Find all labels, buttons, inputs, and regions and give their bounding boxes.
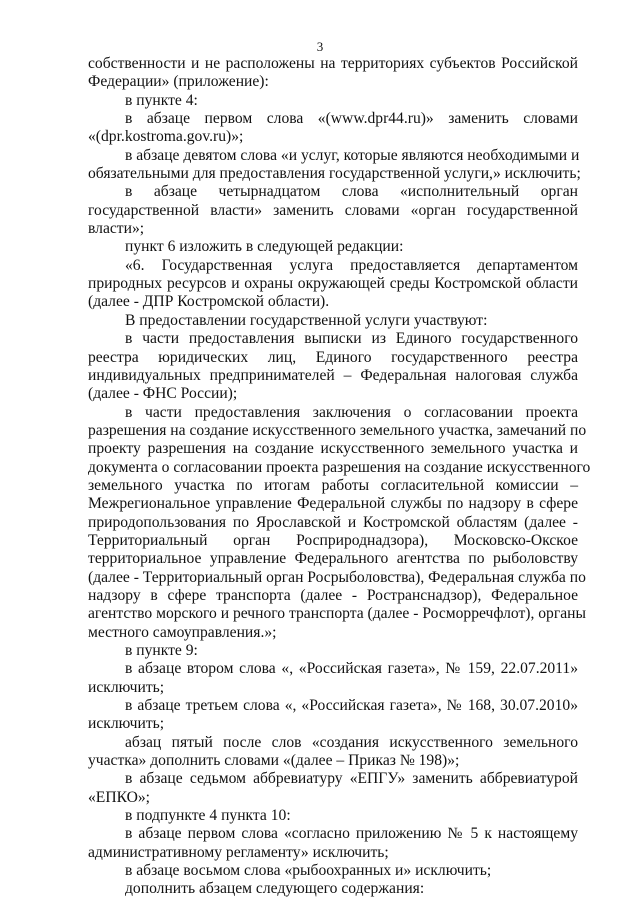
text-line: «ЕПКО»;: [88, 788, 150, 806]
text-line: документа о согласовании проекта разрешения на создание искусственного: [88, 458, 591, 476]
text-line: в абзаце втором слова «, «Российская газета», № 159, 22.07.2011»: [125, 660, 578, 678]
text-line: (далее - ДПР Костромской области).: [88, 293, 330, 311]
text-line: Межрегиональное управление Федеральной службы по надзору в сфере: [88, 495, 578, 513]
text-line: местного самоуправления.»;: [88, 623, 277, 641]
text-line: В предоставлении государственной услуги участвуют:: [125, 311, 488, 329]
text-line: участка» дополнить словами «(далее – Приказ № 198)»;: [88, 752, 460, 770]
text-line: проекту разрешения на создание искусственного земельного участка и: [88, 440, 578, 458]
text-line: исключить;: [88, 715, 165, 733]
text-line: земельного участка по итогам работы согласительной комиссии –: [88, 476, 578, 494]
text-line: пункт 6 изложить в следующей редакции:: [125, 238, 404, 256]
text-line: в пункте 9:: [125, 642, 198, 659]
text-line: Территориальный орган Росприроднадзора), Московско-Окское: [88, 531, 578, 549]
document-body: [88, 55, 591, 899]
text-line: индивидуальных предпринимателей – Федеральная налоговая служба: [88, 366, 578, 384]
text-line: административному регламенту» исключить;: [88, 843, 389, 861]
text-line: в пункте 4:: [125, 91, 198, 109]
text-line: в абзаце первом слова «согласно приложению № 5 к настоящему: [125, 825, 578, 843]
text-line: в абзаце девятом слова «и услуг, которые являются необходимыми и: [125, 146, 580, 164]
text-line: исключить;: [88, 678, 165, 696]
text-line: природопользования по Ярославской и Костромской областям (далее -: [88, 513, 578, 531]
text-line: надзору в сфере транспорта (далее - Ространснадзор), Федеральное: [88, 586, 578, 604]
text-line: в подпункте 4 пункта 10:: [125, 807, 291, 825]
text-line: «(dpr.kostroma.gov.ru)»;: [88, 128, 244, 146]
text-line: в абзаце четырнадцатом слова «исполнительный орган: [125, 183, 578, 201]
text-line: Федерации» (приложение):: [88, 73, 269, 91]
text-line: природных ресурсов и охраны окружающей среды Костромской области: [88, 275, 578, 293]
text-line: в части предоставления выписки из Единого государственного: [125, 330, 578, 348]
text-line: власти»;: [88, 220, 145, 238]
text-line: абзац пятый после слов «создания искусственного земельного: [125, 733, 578, 751]
text-line: в абзаце первом слова «(www.dpr44.ru)» заменить словами: [125, 110, 578, 128]
page-number: 3: [316, 39, 324, 54]
text-line: в части предоставления заключения о согласовании проекта: [125, 403, 578, 421]
text-line: агентство морского и речного транспорта (далее - Росморречфлот), органы: [88, 605, 586, 623]
text-line: в абзаце восьмом слова «рыбоохранных и» исключить;: [125, 862, 492, 880]
text-line: в абзаце седьмом аббревиатуру «ЕПГУ» заменить аббревиатурой: [125, 770, 578, 788]
text-line: обязательными для предоставления государственной услуги,» исключить;: [88, 165, 581, 183]
text-line: (далее - ФНС России);: [88, 385, 238, 403]
text-line: разрешения на создание искусственного земельного участка, замечаний по: [88, 421, 587, 439]
text-line: «6. Государственная услуга предоставляется департаментом: [125, 256, 578, 274]
text-line: (далее - Территориальный орган Росрыболовства), Федеральная служба по: [88, 568, 586, 586]
text-line: в абзаце третьем слова «, «Российская газета», № 168, 30.07.2010»: [125, 697, 578, 715]
text-line: государственной власти» заменить словами «орган государственной: [88, 201, 578, 219]
text-line: дополнить абзацем следующего содержания:: [125, 880, 425, 898]
text-line: территориальное управление Федерального агентства по рыболовству: [88, 550, 578, 568]
text-line: реестра юридических лиц, Единого государственного реестра: [88, 348, 578, 366]
text-line: собственности и не расположены на территориях субъектов Российской: [88, 55, 578, 72]
